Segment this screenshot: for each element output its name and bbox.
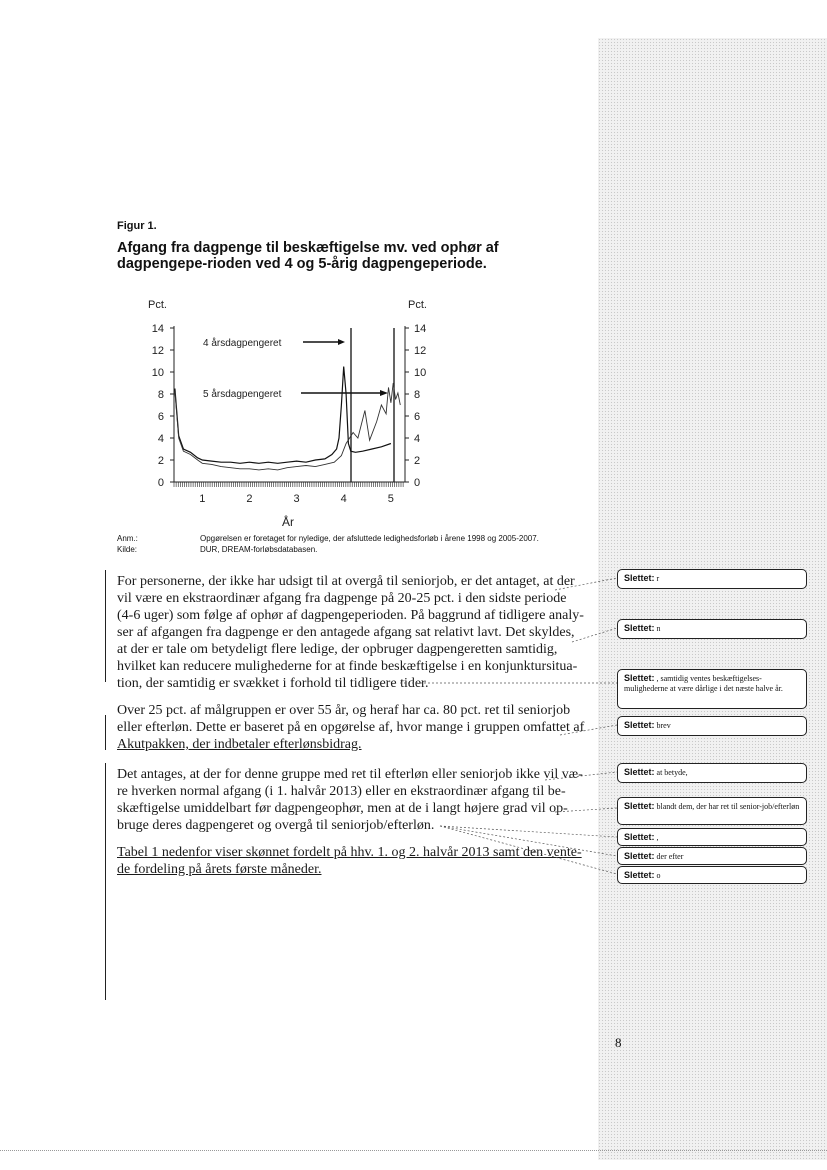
y-tick-label-left: 8 [157, 389, 164, 401]
y-tick-label-right: 2 [414, 455, 421, 467]
comment-label: Slettet: [624, 832, 655, 842]
y-tick-label-right: 10 [414, 367, 427, 379]
paragraph-line: Tabel 1 nedenfor viser skønnet fordelt på hhv. 1. og 2. halvår 2013 samt den vente- [117, 845, 582, 860]
x-tick-label: 2 [246, 493, 253, 505]
comment-balloon-2[interactable] [617, 619, 807, 639]
paragraph-line: Akutpakken, der indbetaler efterlønsbidrag. [117, 737, 362, 752]
paragraph-line: ser af afgangen fra dagpenge er den antagede afgang sat relativt lavt. Det skyldes, [117, 625, 575, 640]
x-tick-label: 3 [293, 493, 300, 505]
note-kilde-text: DUR, DREAM-forløbsdatabasen. [200, 545, 318, 554]
page-number: 8 [615, 1035, 622, 1050]
paragraph-line: tion, der samtidig er svækket i forhold til tidligere tider. [117, 676, 429, 691]
y-tick-label-right: 8 [414, 389, 421, 401]
figure-title: Afgang fra dagpenge til beskæftigelse mv. ved ophør af dagpengepe-rioden ved 4 og 5-årig dagpengeperiode. [117, 240, 499, 272]
comment-label: Slettet: [624, 767, 655, 777]
comment-text: , samtidig ventes beskæftigelses-mulighederne at være dårlige i det næste halve år. [624, 674, 783, 693]
comment-text: o [656, 871, 661, 880]
comment-text: brev [656, 721, 671, 730]
comment-text: der efter [656, 852, 684, 861]
annotation-4-year: 4 årsdagpengeret [203, 338, 282, 349]
comment-balloon-6[interactable] [617, 797, 807, 825]
comment-text: n [656, 624, 661, 633]
comment-label: Slettet: [624, 801, 655, 811]
x-axis-label: År [282, 515, 294, 529]
comment-label: Slettet: [624, 870, 655, 880]
y-tick-label-left: 2 [157, 455, 164, 467]
x-tick-label: 5 [387, 493, 394, 505]
comment-balloon-9[interactable] [617, 866, 807, 884]
note-anm-text: Opgørelsen er foretaget for nyledige, der afsluttede ledighedsforløb i årene 1998 og 2005-2007. [200, 534, 539, 543]
comment-label: Slettet: [624, 851, 655, 861]
comment-balloon-7[interactable] [617, 828, 807, 846]
y-axis-label-right: Pct. [408, 299, 427, 311]
paragraph-line: re hverken normal afgang (i 1. halvår 2013) eller en ekstraordinær afgang til be- [117, 784, 566, 799]
paragraph-line: Over 25 pct. af målgruppen er over 55 år, og heraf har ca. 80 pct. ret til seniorjob [117, 703, 571, 718]
comment-label: Slettet: [624, 573, 655, 583]
paragraph-line: skæftigelse umiddelbart før dagpengeophør, men at de i langt højere grad vil op- [117, 801, 568, 816]
comment-balloon-4[interactable] [617, 716, 807, 736]
y-tick-label-left: 10 [151, 367, 164, 379]
comment-text: at betyde, [656, 768, 688, 777]
paragraph-line: For personerne, der ikke har udsigt til at overgå til seniorjob, er det antaget, at der [117, 574, 575, 589]
x-tick-label: 4 [340, 493, 347, 505]
y-tick-label-right: 4 [414, 433, 421, 445]
y-tick-label-left: 14 [151, 323, 164, 335]
paragraph-line: vil være en ekstraordinær afgang fra dagpenge på 20-25 pct. i den sidste periode [117, 591, 567, 606]
comment-balloon-5[interactable] [617, 763, 807, 783]
x-tick-label: 1 [199, 493, 206, 505]
y-tick-label-left: 6 [157, 411, 164, 423]
comment-text: r [656, 574, 660, 583]
note-anm-label: Anm.: [117, 534, 138, 543]
y-tick-label-left: 12 [151, 345, 164, 357]
y-tick-label-right: 6 [414, 411, 421, 423]
comment-text: , [656, 833, 659, 842]
y-axis-label-left: Pct. [148, 299, 167, 311]
comment-balloon-3[interactable] [617, 669, 807, 709]
y-tick-label-right: 12 [414, 345, 427, 357]
paragraph-line: Det antages, at der for denne gruppe med ret til efterløn eller seniorjob ikke vil væ- [117, 767, 583, 782]
paragraph-line: (4-6 uger) som følge af ophør af dagpengeperioden. På baggrund af tidligere analy- [117, 608, 584, 623]
paragraph-line: hvilket kan reducere mulighederne for at finde beskæftigelse i en konjunktursitua- [117, 659, 578, 674]
annotation-5-year: 5 årsdagpengeret [203, 389, 282, 400]
y-tick-label-left: 4 [157, 433, 164, 445]
paragraph-line: de fordeling på årets første måneder. [117, 862, 322, 877]
comment-label: Slettet: [624, 623, 655, 633]
comment-balloon-8[interactable] [617, 847, 807, 865]
y-tick-label-right: 14 [414, 323, 427, 335]
y-tick-label-right: 0 [414, 477, 421, 489]
figure-label: Figur 1. [117, 220, 157, 232]
comment-text: blandt dem, der har ret til senior-job/efterløn [656, 802, 800, 811]
paragraph-line: at der er tale om betydeligt flere ledige, der opbruger dagpengeretten samtidig, [117, 642, 558, 657]
note-kilde-label: Kilde: [117, 545, 138, 554]
paragraph-line: bruge deres dagpengeret og overgå til seniorjob/efterløn. [117, 818, 435, 833]
comment-label: Slettet: [624, 673, 655, 683]
comment-label: Slettet: [624, 720, 655, 730]
paragraph-line: eller efterløn. Dette er baseret på en opgørelse af, hvor mange i gruppen omfattet af [117, 720, 585, 735]
comment-balloon-1[interactable] [617, 569, 807, 589]
y-tick-label-left: 0 [157, 477, 164, 489]
